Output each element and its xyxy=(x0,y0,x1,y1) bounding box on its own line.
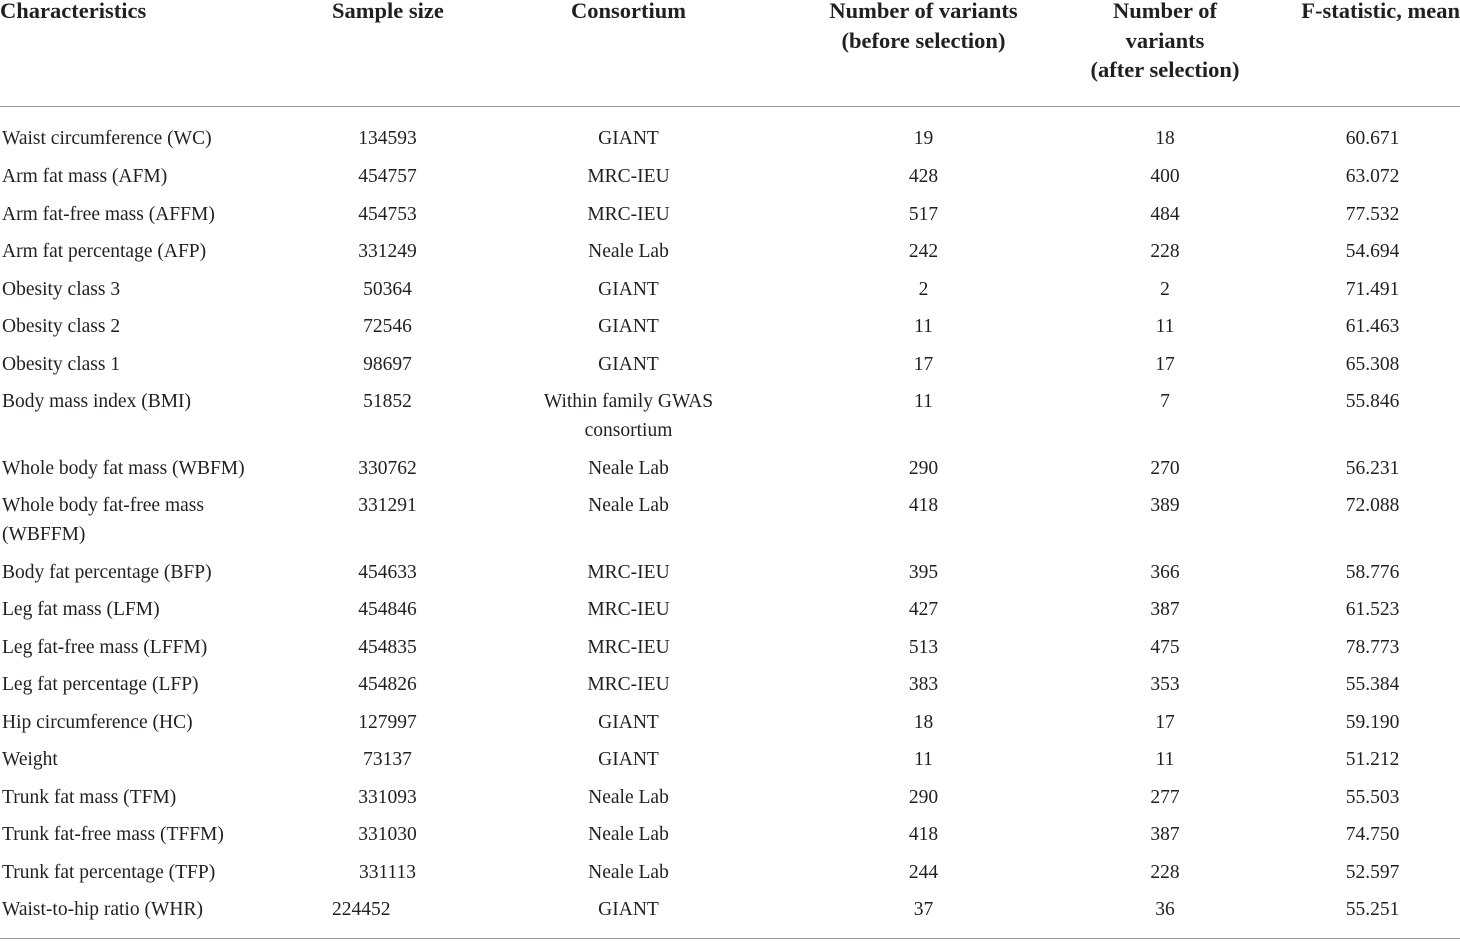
cell-characteristic: Leg fat mass (LFM) xyxy=(2,599,160,620)
header-characteristics: Characteristics xyxy=(0,0,305,106)
cell-f-statistic: 58.776 xyxy=(1345,561,1400,583)
cell-f-statistic: 60.671 xyxy=(1345,127,1400,149)
cell-f-statistic: 59.190 xyxy=(1345,711,1400,733)
cell-consortium: MRC-IEU xyxy=(587,636,670,658)
cell-consortium xyxy=(470,383,787,450)
cell-variants-after: 11 xyxy=(1155,749,1175,770)
cell-variants-before: 19 xyxy=(913,127,934,149)
cell-characteristic: Obesity class 2 xyxy=(2,316,121,337)
cell-sample-size: 51852 xyxy=(363,391,412,412)
cell-consortium: GIANT xyxy=(598,316,659,337)
cell-f-statistic: 56.231 xyxy=(1345,457,1400,479)
cell-f-statistic: 54.694 xyxy=(1345,241,1400,262)
cell-sample-size: 331093 xyxy=(358,786,417,808)
cell-sample-size: 454753 xyxy=(358,203,417,225)
cell-variants-before: 11 xyxy=(914,749,933,770)
table-row xyxy=(0,854,1460,892)
table-row xyxy=(0,554,1460,592)
cell-variants-before: 11 xyxy=(914,316,933,337)
cell-consortium: Neale Lab xyxy=(588,241,669,262)
table-row xyxy=(0,383,1460,450)
header-f-statistic: F-statistic, mean xyxy=(1270,0,1460,106)
cell-characteristic: Whole body fat mass (WBFM) xyxy=(2,457,245,479)
cell-consortium: GIANT xyxy=(598,899,659,920)
cell-characteristic: Obesity class 3 xyxy=(2,278,121,300)
table-row xyxy=(0,158,1460,196)
cell-sample-size: 331113 xyxy=(358,861,417,883)
cell-consortium: Neale Lab xyxy=(588,457,669,479)
cell-variants-after: 11 xyxy=(1155,316,1175,337)
cell-f-statistic: 74.750 xyxy=(1345,824,1400,845)
cell-variants-after: 353 xyxy=(1150,674,1180,695)
table-row xyxy=(0,666,1460,704)
cell-characteristic: Weight xyxy=(2,749,58,770)
cell-consortium: MRC-IEU xyxy=(587,203,670,225)
cell-variants-before: 17 xyxy=(913,353,934,375)
cell-sample-size: 224452 xyxy=(332,899,391,920)
cell-variants-before: 37 xyxy=(913,899,934,920)
cell-variants-after: 389 xyxy=(1150,495,1180,516)
cell-sample-size: 331291 xyxy=(358,495,417,516)
cell-sample-size: 454846 xyxy=(358,599,417,620)
cell-characteristic: Trunk fat percentage (TFP) xyxy=(2,861,216,883)
cell-variants-after: 228 xyxy=(1150,241,1180,262)
cell-sample-size: 50364 xyxy=(363,278,412,300)
cell-f-statistic: 78.773 xyxy=(1345,636,1400,658)
cell-consortium: MRC-IEU xyxy=(587,599,670,620)
cell-variants-after: 2 xyxy=(1160,278,1170,300)
cell-variants-before: 418 xyxy=(908,824,939,845)
cell-variants-before: 11 xyxy=(914,391,933,412)
cell-consortium: GIANT xyxy=(598,711,659,733)
cell-variants-before: 517 xyxy=(908,203,939,225)
cell-variants-after: 475 xyxy=(1150,636,1180,658)
cell-variants-after: 484 xyxy=(1150,203,1180,225)
cell-variants-after: 387 xyxy=(1150,599,1180,620)
table-row xyxy=(0,487,1460,554)
cell-characteristic-line2: (WBFFM) xyxy=(2,524,86,545)
cell-sample-size: 454633 xyxy=(358,561,417,583)
table-row xyxy=(0,308,1460,346)
cell-consortium: MRC-IEU xyxy=(587,166,670,187)
table-row xyxy=(0,450,1460,488)
cell-variants-after: 7 xyxy=(1160,391,1170,412)
cell-variants-before: 290 xyxy=(908,457,939,479)
cell-variants-after: 17 xyxy=(1155,353,1175,375)
cell-f-statistic: 55.251 xyxy=(1345,899,1400,920)
cell-characteristic: Arm fat mass (AFM) xyxy=(2,166,168,187)
cell-f-statistic: 77.532 xyxy=(1345,203,1400,225)
cell-f-statistic: 52.597 xyxy=(1345,861,1400,883)
cell-f-statistic: 55.846 xyxy=(1345,391,1400,412)
cell-consortium: MRC-IEU xyxy=(587,674,670,695)
cell-characteristic-line1: Whole body fat-free mass xyxy=(2,495,204,516)
cell-variants-after: 366 xyxy=(1150,561,1180,583)
cell-consortium: Neale Lab xyxy=(588,861,669,883)
cell-characteristic: Body fat percentage (BFP) xyxy=(2,561,212,583)
cell-characteristic: Waist circumference (WC) xyxy=(2,127,212,149)
cell-consortium: MRC-IEU xyxy=(587,561,670,583)
table-bottom-rule xyxy=(0,938,1460,939)
cell-sample-size: 454835 xyxy=(358,636,417,658)
cell-sample-size: 330762 xyxy=(358,457,417,479)
table-row xyxy=(0,233,1460,271)
table-row xyxy=(0,629,1460,667)
cell-variants-before: 2 xyxy=(918,278,929,300)
table-row xyxy=(0,704,1460,742)
cell-f-statistic: 65.308 xyxy=(1345,353,1400,375)
cell-f-statistic: 71.491 xyxy=(1345,278,1400,300)
cell-variants-before: 418 xyxy=(908,495,939,516)
header-variants-before: Number of variants (before selection) xyxy=(787,0,1060,106)
cell-consortium-line1: Within family GWAS xyxy=(543,391,714,412)
cell-f-statistic: 55.384 xyxy=(1345,674,1400,695)
header-consortium: Consortium xyxy=(470,0,787,106)
header-sample-size: Sample size xyxy=(305,0,470,106)
cell-consortium: Neale Lab xyxy=(588,786,669,808)
cell-variants-after: 277 xyxy=(1150,786,1180,808)
cell-consortium: Neale Lab xyxy=(588,495,669,516)
cell-variants-after: 36 xyxy=(1155,899,1175,920)
cell-variants-before: 383 xyxy=(908,674,939,695)
cell-characteristic: Body mass index (BMI) xyxy=(2,391,192,412)
cell-f-statistic: 55.503 xyxy=(1345,786,1400,808)
cell-variants-before: 428 xyxy=(908,166,939,187)
cell-sample-size: 73137 xyxy=(363,749,412,770)
table-row xyxy=(0,779,1460,817)
cell-characteristic: Waist-to-hip ratio (WHR) xyxy=(2,899,203,920)
table-row xyxy=(0,816,1460,854)
cell-f-statistic: 72.088 xyxy=(1345,495,1400,516)
table-row xyxy=(0,891,1460,929)
cell-sample-size: 72546 xyxy=(363,316,412,337)
cell-characteristic: Hip circumference (HC) xyxy=(2,711,193,733)
cell-sample-size: 331030 xyxy=(358,824,417,845)
cell-consortium: Neale Lab xyxy=(588,824,669,845)
table-row xyxy=(0,346,1460,384)
cell-variants-before: 290 xyxy=(908,786,939,808)
cell-characteristic: Leg fat-free mass (LFFM) xyxy=(2,636,208,658)
header-row xyxy=(0,0,1460,106)
cell-sample-size: 454757 xyxy=(358,166,417,187)
cell-sample-size: 98697 xyxy=(363,353,412,375)
cell-sample-size: 127997 xyxy=(358,711,417,733)
table-row xyxy=(0,591,1460,629)
table-row xyxy=(0,741,1460,779)
header-variants-after: Number of variants (after selection) xyxy=(1060,0,1270,106)
cell-characteristic xyxy=(0,487,305,554)
cell-sample-size: 134593 xyxy=(358,127,417,149)
cell-variants-before: 242 xyxy=(908,241,939,262)
cell-characteristic: Obesity class 1 xyxy=(2,353,121,375)
cell-consortium: GIANT xyxy=(598,353,659,375)
cell-f-statistic: 61.463 xyxy=(1345,316,1400,337)
cell-variants-before: 244 xyxy=(908,861,939,883)
table-row xyxy=(0,271,1460,309)
cell-sample-size: 331249 xyxy=(358,241,417,262)
cell-variants-before: 513 xyxy=(908,636,939,658)
cell-f-statistic: 61.523 xyxy=(1345,599,1400,620)
cell-variants-before: 427 xyxy=(908,599,939,620)
cell-characteristic: Trunk fat mass (TFM) xyxy=(2,786,177,808)
cell-consortium-line2: consortium xyxy=(584,420,673,441)
cell-characteristic: Arm fat-free mass (AFFM) xyxy=(2,203,215,225)
cell-variants-before: 18 xyxy=(913,711,934,733)
cell-consortium: GIANT xyxy=(598,278,659,300)
cell-consortium: GIANT xyxy=(598,749,659,770)
cell-variants-after: 17 xyxy=(1155,711,1175,733)
table-row xyxy=(0,196,1460,234)
cell-variants-after: 18 xyxy=(1155,127,1175,149)
cell-variants-after: 400 xyxy=(1150,166,1180,187)
cell-characteristic: Arm fat percentage (AFP) xyxy=(2,241,207,262)
cell-variants-after: 228 xyxy=(1150,861,1180,883)
cell-variants-before: 395 xyxy=(908,561,939,583)
cell-characteristic: Trunk fat-free mass (TFFM) xyxy=(2,824,224,845)
cell-variants-after: 270 xyxy=(1150,457,1180,479)
cell-sample-size: 454826 xyxy=(358,674,417,695)
table-row xyxy=(0,106,1460,158)
cell-characteristic: Leg fat percentage (LFP) xyxy=(2,674,199,695)
cell-variants-after: 387 xyxy=(1150,824,1180,845)
cell-consortium: GIANT xyxy=(598,127,659,149)
cell-f-statistic: 51.212 xyxy=(1345,749,1400,770)
cell-f-statistic: 63.072 xyxy=(1345,166,1400,187)
